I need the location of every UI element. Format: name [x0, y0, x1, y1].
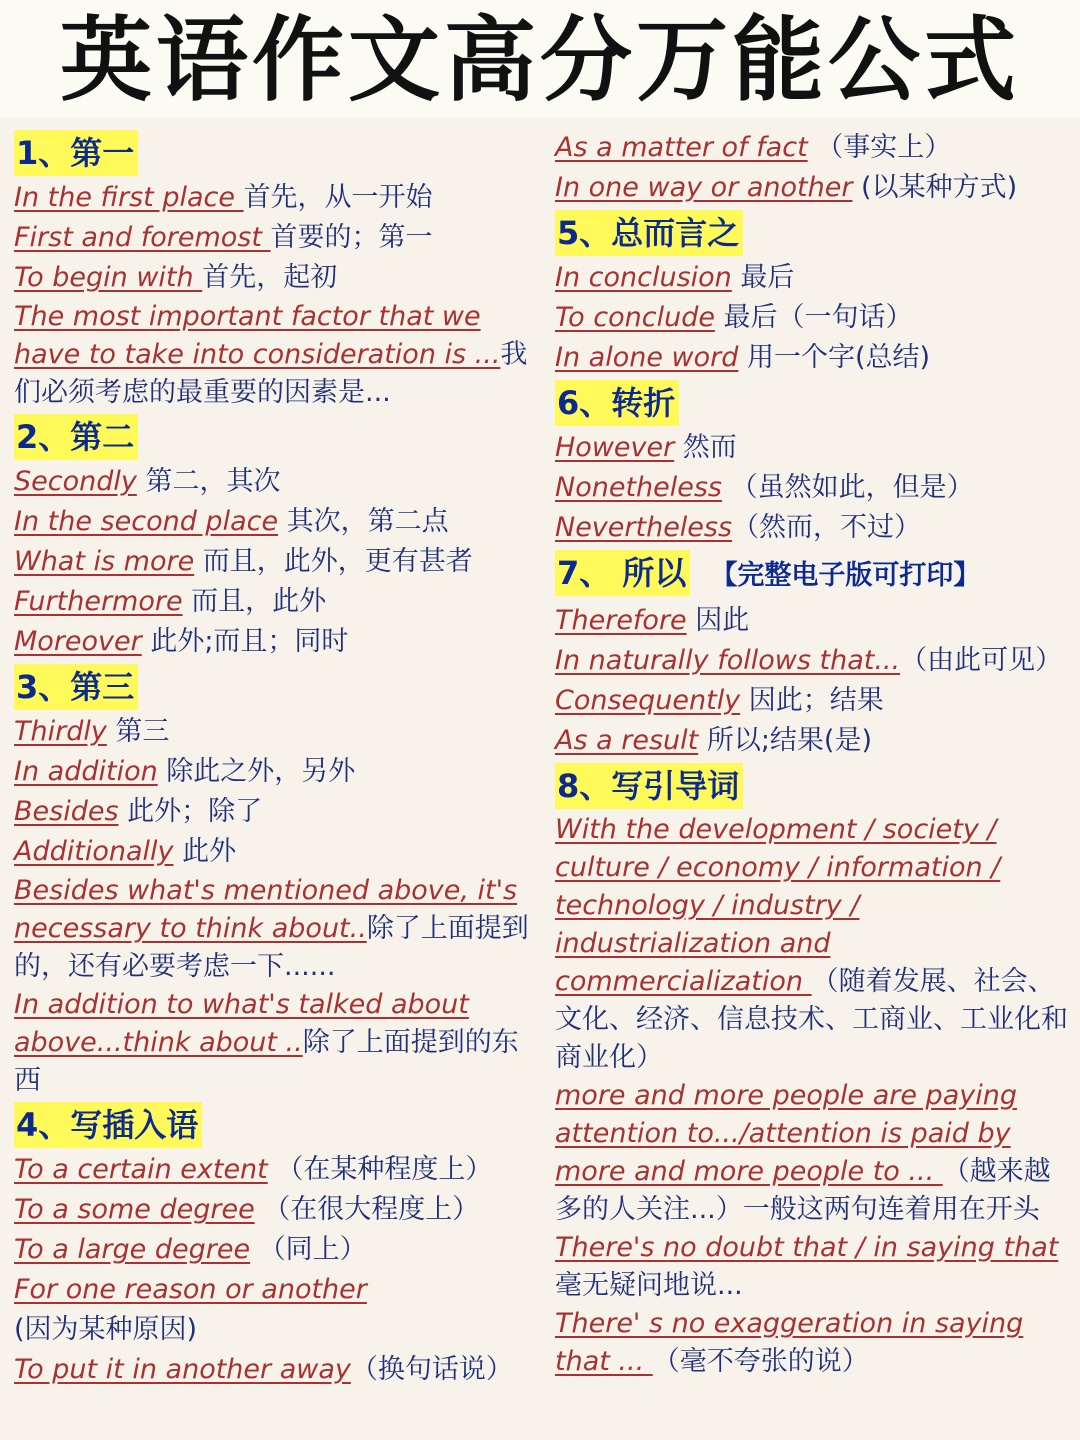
list-item: In naturally follows that...（由此可见） — [555, 645, 1063, 676]
list-item: To conclude 最后（一句话） — [555, 302, 913, 333]
list-item: Moreover 此外;而且；同时 — [14, 626, 349, 657]
section-heading-7: 7、 所以 — [555, 550, 690, 596]
list-item: In addition to what's talked about above...think about ..除了上面提到的东西 — [14, 989, 519, 1096]
right-column — [555, 128, 1075, 1381]
list-item: As a matter of fact （事实上） — [555, 132, 952, 163]
list-item: As a result 所以;结果(是) — [555, 725, 872, 756]
list-item: Besides 此外；除了 — [14, 796, 263, 827]
list-item: To begin with 首先，起初 — [14, 262, 338, 293]
list-item: To a large degree （同上） — [14, 1234, 367, 1265]
section-heading-5: 5、总而言之 — [555, 210, 743, 256]
list-item: Besides what's mentioned above, it's necessary to think about..除了上面提到的，还有必要考虑一下...... — [14, 875, 529, 982]
list-item: To put it in another away（换句话说） — [14, 1354, 513, 1385]
list-item: There's no doubt that / in saying that毫无疑问地说... — [555, 1232, 1059, 1301]
list-item: To a some degree （在很大程度上） — [14, 1194, 480, 1225]
list-item: In conclusion 最后 — [555, 262, 795, 293]
list-item: There' s no exaggeration in saying that ... （毫不夸张的说） — [555, 1308, 1024, 1377]
list-item: With the development / society / culture / economy / information / technology / industry / industrialization and commercialization （随着发展、社会、文化、经济、信息技术、工商业、工业化和商业化） — [555, 814, 1068, 1073]
list-item: Nonetheless （虽然如此，但是） — [555, 472, 974, 503]
section-heading-4: 4、写插入语 — [14, 1102, 202, 1148]
list-item: In alone word 用一个字(总结) — [555, 342, 931, 373]
list-item: Secondly 第二，其次 — [14, 466, 281, 497]
section-heading-8: 8、写引导词 — [555, 763, 743, 809]
list-item: Consequently 因此；结果 — [555, 685, 884, 716]
left-column — [14, 128, 544, 1390]
list-item: First and foremost 首要的；第一 — [14, 222, 433, 253]
list-item: Therefore 因此 — [555, 605, 750, 636]
list-item: Nevertheless（然而，不过） — [555, 512, 922, 543]
section-heading-2: 2、第二 — [14, 414, 138, 460]
list-item: more and more people are paying attention to.../attention is paid by more and more people to ... （越来越多的人关注...）一般这两句连着用在开头 — [555, 1080, 1051, 1225]
list-item: Furthermore 而且，此外 — [14, 586, 327, 617]
page-title: 英语作文高分万能公式 — [59, 7, 1020, 114]
list-item: The most important factor that we have to take into consideration is ...我们必须考虑的最重要的因素是... — [14, 301, 528, 408]
list-item: To a certain extent （在某种程度上） — [14, 1154, 493, 1185]
list-item: In one way or another (以某种方式) — [555, 172, 1018, 203]
list-item: In the second place 其次，第二点 — [14, 506, 449, 537]
printable-note: 【完整电子版可打印】 — [710, 560, 981, 591]
list-item: In addition 除此之外，另外 — [14, 756, 356, 787]
section-heading-6: 6、转折 — [555, 380, 679, 426]
section-7-heading-row — [555, 548, 1075, 601]
list-item: Additionally 此外 — [14, 836, 237, 867]
list-item: However 然而 — [555, 432, 737, 463]
section-heading-3: 3、第三 — [14, 664, 138, 710]
list-item: In the first place 首先，从一开始 — [14, 182, 433, 213]
list-item: For one reason or another — [14, 1274, 367, 1305]
list-item: Thirdly 第三 — [14, 716, 170, 747]
list-item: (因为某种原因) — [14, 1314, 198, 1345]
section-heading-1: 1、第一 — [14, 130, 138, 176]
list-item: What is more 而且，此外，更有甚者 — [14, 546, 473, 577]
